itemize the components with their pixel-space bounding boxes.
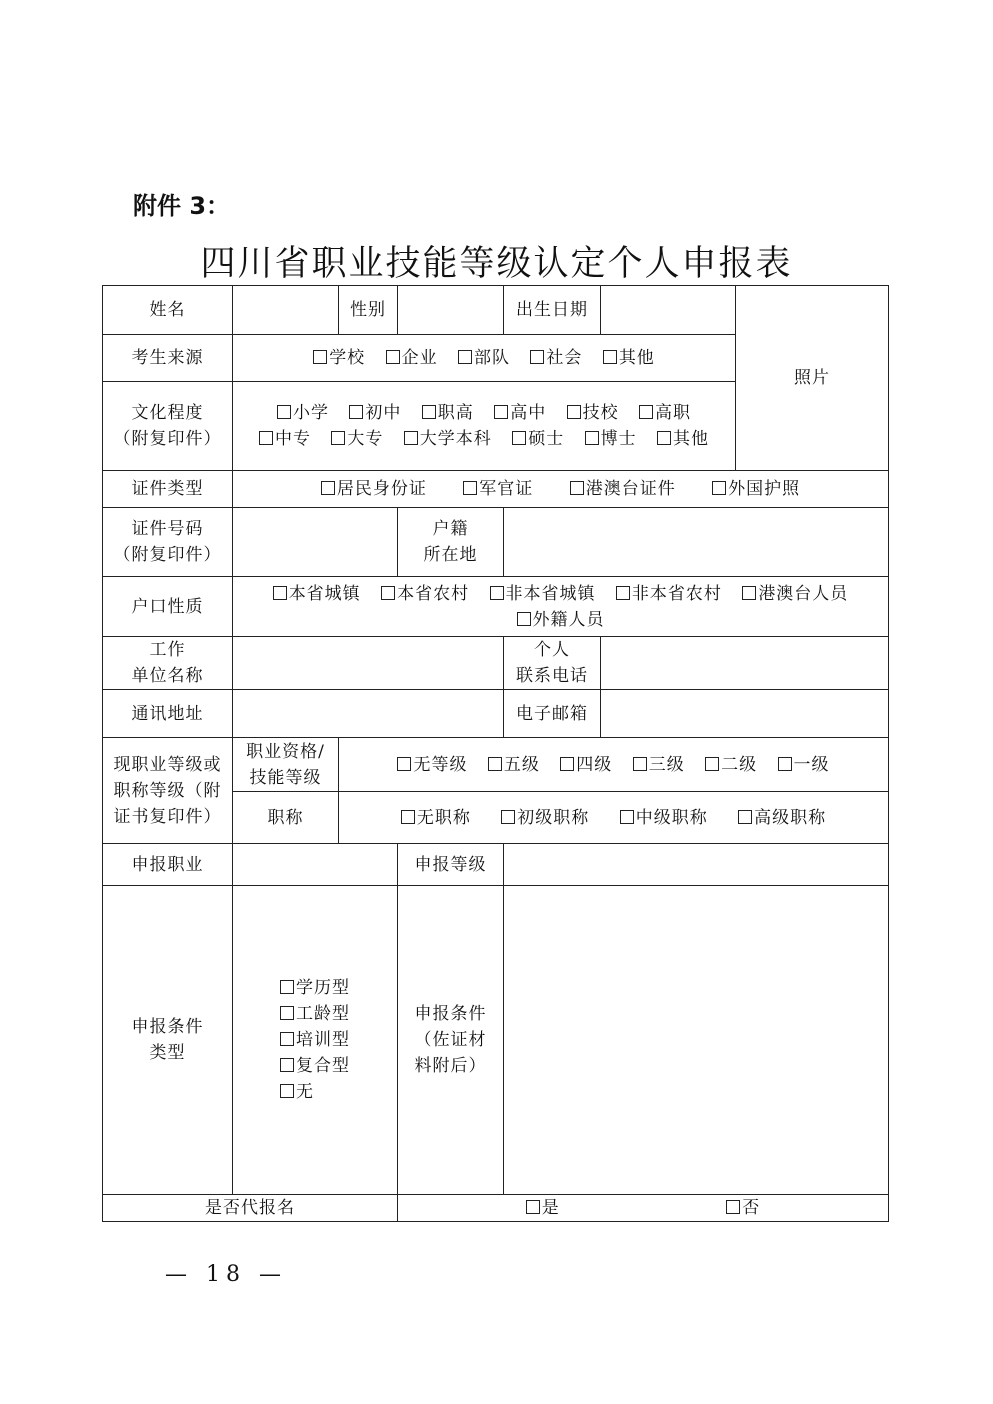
source-option[interactable]: 企业	[386, 345, 438, 371]
hukou-type-option[interactable]: 非本省农村	[616, 581, 722, 607]
qualification-option[interactable]: 四级	[560, 752, 612, 778]
source-label: 考生来源	[103, 335, 233, 382]
id-type-option[interactable]: 外国护照	[712, 476, 800, 502]
professional-title-option[interactable]: 初级职称	[501, 805, 589, 831]
checkbox-icon	[381, 586, 395, 600]
condition-type-option[interactable]: 复合型	[280, 1053, 350, 1079]
education-option[interactable]: 高中	[494, 400, 546, 426]
education-option[interactable]: 初中	[349, 400, 401, 426]
checkbox-icon	[404, 431, 418, 445]
hukou-type-option[interactable]: 本省农村	[381, 581, 469, 607]
checkbox-icon	[742, 586, 756, 600]
gender-field[interactable]	[398, 286, 504, 335]
education-option[interactable]: 大学本科	[404, 426, 492, 452]
checkbox-icon	[386, 350, 400, 364]
row-apply	[103, 844, 889, 886]
photo-label: 照片	[794, 368, 830, 388]
education-option[interactable]: 博士	[585, 426, 637, 452]
checkbox-icon	[620, 810, 634, 824]
row-id-type	[103, 471, 889, 508]
qualification-option[interactable]: 五级	[488, 752, 540, 778]
checkbox-icon	[726, 1200, 740, 1214]
checkbox-icon	[313, 350, 327, 364]
education-option[interactable]: 其他	[657, 426, 709, 452]
name-label: 姓名	[103, 286, 233, 335]
condition-type-option[interactable]: 学历型	[280, 975, 350, 1001]
professional-title-option[interactable]: 中级职称	[620, 805, 708, 831]
apply-level-label: 申报等级	[398, 844, 504, 886]
hukou-type-option[interactable]: 本省城镇	[273, 581, 361, 607]
checkbox-icon	[633, 757, 647, 771]
condition-type-option[interactable]: 培训型	[280, 1027, 350, 1053]
apply-occupation-label: 申报职业	[103, 844, 233, 886]
qualification-option[interactable]: 一级	[778, 752, 830, 778]
checkbox-icon	[712, 481, 726, 495]
professional-title-option[interactable]: 无职称	[401, 805, 471, 831]
hukou-type-label: 户口性质	[103, 577, 233, 637]
checkbox-icon	[567, 405, 581, 419]
apply-occupation-field[interactable]	[233, 844, 398, 886]
annex-label: 附件 3：	[133, 192, 231, 220]
row-name	[103, 286, 889, 335]
condition-label: 申报条件 （佐证材 料附后）	[398, 886, 504, 1195]
checkbox-icon	[458, 350, 472, 364]
id-number-field[interactable]	[233, 508, 398, 577]
qualification-option[interactable]: 二级	[705, 752, 757, 778]
condition-field[interactable]	[504, 886, 889, 1195]
education-option[interactable]: 大专	[331, 426, 383, 452]
employer-label: 工作 单位名称	[103, 637, 233, 690]
qualification-label: 职业资格/ 技能等级	[233, 738, 339, 792]
id-type-options	[233, 471, 889, 508]
professional-title-label: 职称	[233, 792, 339, 844]
checkbox-icon	[512, 431, 526, 445]
source-option[interactable]: 其他	[603, 345, 655, 371]
checkbox-icon	[530, 350, 544, 364]
gender-label: 性别	[339, 286, 398, 335]
checkbox-icon	[639, 405, 653, 419]
checkbox-icon	[280, 980, 294, 994]
checkbox-icon	[705, 757, 719, 771]
checkbox-icon	[657, 431, 671, 445]
education-option[interactable]: 硕士	[512, 426, 564, 452]
proxy-no-option[interactable]: 否	[726, 1195, 760, 1221]
email-label: 电子邮箱	[504, 690, 601, 738]
source-option[interactable]: 学校	[313, 345, 365, 371]
row-address	[103, 690, 889, 738]
education-label: 文化程度 （附复印件）	[103, 382, 233, 471]
checkbox-icon	[517, 612, 531, 626]
source-options	[233, 335, 736, 382]
proxy-label: 是否代报名	[103, 1195, 398, 1222]
id-type-option[interactable]: 军官证	[463, 476, 533, 502]
checkbox-icon	[603, 350, 617, 364]
row-proxy	[103, 1195, 889, 1222]
checkbox-icon	[560, 757, 574, 771]
proxy-options	[398, 1195, 889, 1222]
phone-label: 个人 联系电话	[504, 637, 601, 690]
condition-type-options	[233, 886, 398, 1195]
checkbox-icon	[321, 481, 335, 495]
checkbox-icon	[422, 405, 436, 419]
checkbox-icon	[526, 1200, 540, 1214]
checkbox-icon	[397, 757, 411, 771]
condition-type-option[interactable]: 工龄型	[280, 1001, 350, 1027]
hukou-type-options	[233, 577, 889, 637]
address-label: 通讯地址	[103, 690, 233, 738]
condition-type-label: 申报条件 类型	[103, 886, 233, 1195]
checkbox-icon	[488, 757, 502, 771]
source-option[interactable]: 社会	[530, 345, 582, 371]
education-option[interactable]: 中专	[259, 426, 311, 452]
education-options	[233, 382, 736, 471]
checkbox-icon	[585, 431, 599, 445]
checkbox-icon	[259, 431, 273, 445]
row-hukou-type	[103, 577, 889, 637]
email-field[interactable]	[601, 690, 889, 738]
qualification-options	[339, 738, 889, 792]
checkbox-icon	[616, 586, 630, 600]
education-option[interactable]: 高职	[639, 400, 691, 426]
row-conditions	[103, 886, 889, 1195]
checkbox-icon	[738, 810, 752, 824]
hukou-type-option[interactable]: 港澳台人员	[742, 581, 848, 607]
qualification-option[interactable]: 三级	[633, 752, 685, 778]
id-type-option[interactable]: 居民身份证	[321, 476, 427, 502]
birthdate-label: 出生日期	[504, 286, 601, 335]
checkbox-icon	[463, 481, 477, 495]
checkbox-icon	[570, 481, 584, 495]
checkbox-icon	[280, 1084, 294, 1098]
phone-field[interactable]	[601, 637, 889, 690]
checkbox-icon	[273, 586, 287, 600]
application-form	[102, 285, 889, 1222]
checkbox-icon	[778, 757, 792, 771]
row-qualification	[103, 738, 889, 792]
photo-cell[interactable]	[736, 286, 889, 471]
current-level-label: 现职业等级或 职称等级（附 证书复印件）	[103, 738, 233, 844]
education-option[interactable]: 技校	[567, 400, 619, 426]
id-type-label: 证件类型	[103, 471, 233, 508]
hukou-place-label: 户籍 所在地	[398, 508, 504, 577]
id-number-label: 证件号码 （附复印件）	[103, 508, 233, 577]
qualification-option[interactable]: 无等级	[397, 752, 467, 778]
professional-title-option[interactable]: 高级职称	[738, 805, 826, 831]
employer-field[interactable]	[233, 637, 504, 690]
hukou-place-field[interactable]	[504, 508, 889, 577]
id-type-option[interactable]: 港澳台证件	[570, 476, 676, 502]
condition-type-option[interactable]: 无	[280, 1079, 350, 1105]
education-option[interactable]: 职高	[422, 400, 474, 426]
form-title: 四川省职业技能等级认定个人申报表	[200, 244, 793, 284]
checkbox-icon	[490, 586, 504, 600]
hukou-type-option[interactable]: 外籍人员	[517, 607, 605, 633]
professional-title-options	[339, 792, 889, 844]
checkbox-icon	[280, 1006, 294, 1020]
page-number: — 18 —	[165, 1262, 287, 1287]
row-employer	[103, 637, 889, 690]
row-id-number	[103, 508, 889, 577]
address-field[interactable]	[233, 690, 504, 738]
checkbox-icon	[401, 810, 415, 824]
checkbox-icon	[331, 431, 345, 445]
education-option[interactable]: 小学	[277, 400, 329, 426]
checkbox-icon	[280, 1058, 294, 1072]
hukou-type-option[interactable]: 非本省城镇	[490, 581, 596, 607]
checkbox-icon	[501, 810, 515, 824]
checkbox-icon	[494, 405, 508, 419]
checkbox-icon	[277, 405, 291, 419]
name-field[interactable]	[233, 286, 339, 335]
checkbox-icon	[349, 405, 363, 419]
apply-level-field[interactable]	[504, 844, 889, 886]
birthdate-field[interactable]	[601, 286, 736, 335]
source-option[interactable]: 部队	[458, 345, 510, 371]
proxy-yes-option[interactable]: 是	[526, 1195, 560, 1221]
checkbox-icon	[280, 1032, 294, 1046]
